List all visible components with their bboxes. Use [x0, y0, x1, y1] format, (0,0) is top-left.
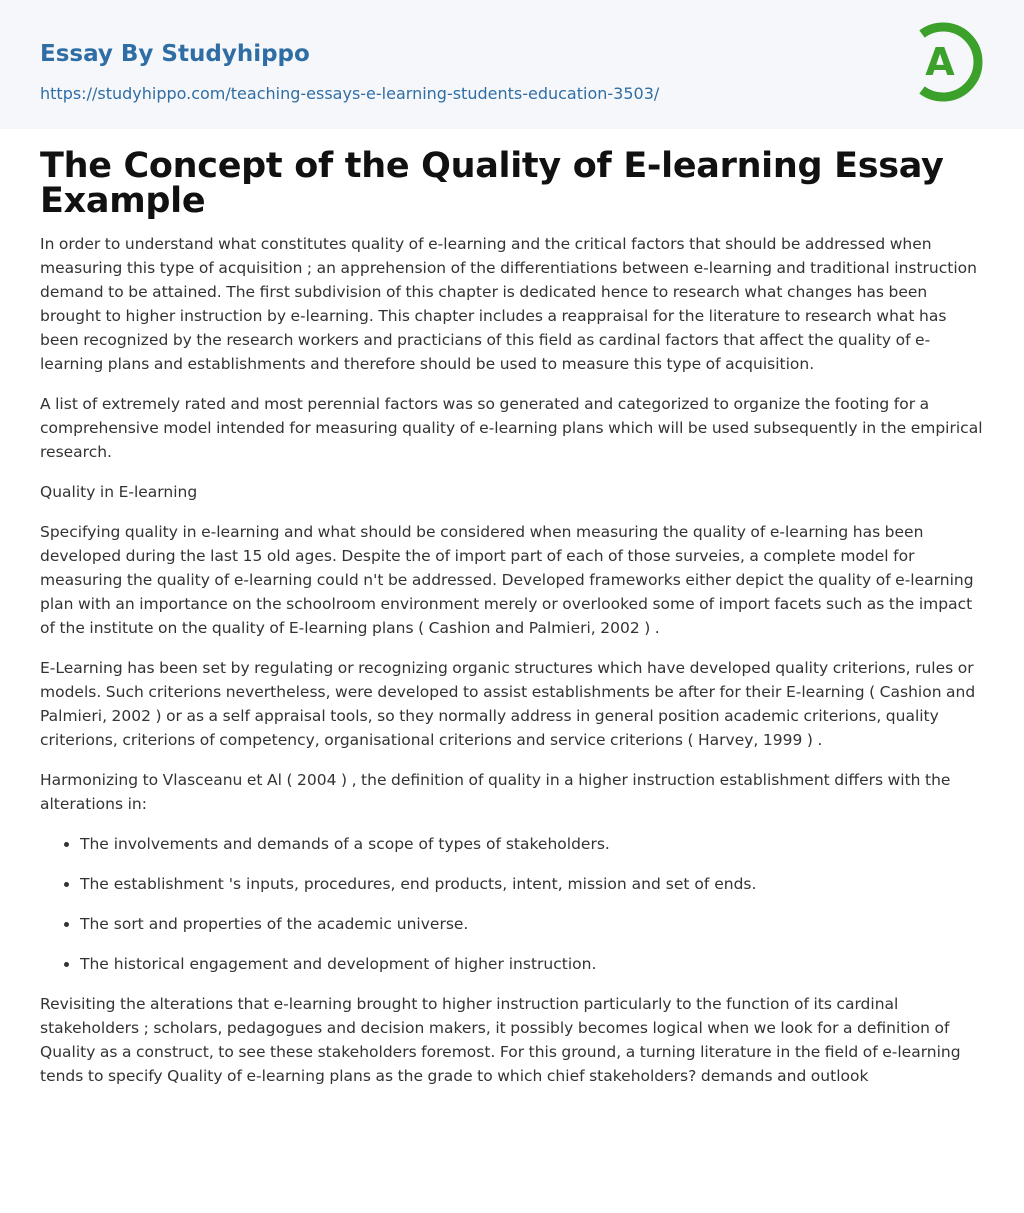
paragraph-specifying-quality: Specifying quality in e-learning and what should be considered when measuring the quality of e-learning has been developed during the last 15 old ages. Despite the of import part of each of those surveies, a complete model for measuring the quality of e-learning could n't be addressed. Developed frameworks either depict the quality of e-learning plan with an importance on the schoolroom environment merely or overlooked some of import facets such as the impact of the institute on the quality of E-learning plans ( Cashion and Palmieri, 2002 ) .: [40, 523, 974, 637]
page-title: The Concept of the Quality of E-learning Essay Example: [40, 146, 944, 221]
paragraph-factors: A list of extremely rated and most perennial factors was so generated and categorized to organize the footing for a comprehensive model intended for measuring quality of e-learning plans which will be used subsequently in the empirical research.: [40, 395, 983, 461]
paragraph-intro: In order to understand what constitutes quality of e-learning and the critical factors that should be addressed when measuring this type of acquisition ; an apprehension of the differentiations between e-learning and traditional instruction demand to be attained. The first subdivision of this chapter is dedicated hence to research what changes has been brought to higher instruction by e-learning. This chapter includes a reappraisal for the literature to research what has been recognized by the research workers and practicians of this field as cardinal factors that affect the quality of e-learning plans and establishments and therefore should be used to measure this type of acquisition.: [40, 235, 977, 373]
article-content: [0, 146, 1024, 1088]
studyhippo-logo-icon[interactable]: [912, 19, 986, 105]
list-item: • The historical engagement and development of higher instruction.: [80, 952, 984, 976]
logo-letter: A: [925, 40, 955, 84]
alterations-list: [40, 832, 984, 976]
list-item: • The sort and properties of the academic universe.: [80, 912, 984, 936]
source-url-link[interactable]: https://studyhippo.com/teaching-essays-e-learning-students-education-3503/: [40, 84, 660, 103]
site-brand[interactable]: Essay By Studyhippo: [40, 41, 310, 67]
list-item: • The establishment 's inputs, procedures, end products, intent, mission and set of ends.: [80, 872, 984, 896]
section-heading-quality: Quality in E-learning: [40, 483, 198, 501]
list-item: • The involvements and demands of a scope of types of stakeholders.: [80, 832, 984, 856]
paragraph-revisiting: Revisiting the alterations that e-learning brought to higher instruction particularly to the function of its cardinal stakeholders ; scholars, pedagogues and decision makers, it possibly becomes logical when we look for a definition of Quality as a construct, to see these stakeholders foremost. For this ground, a turning literature in the field of e-learning tends to specify Quality of e-learning plans as the grade to which chief stakeholders? demands and outlook: [40, 995, 961, 1085]
paragraph-criterions: E-Learning has been set by regulating or recognizing organic structures which have developed quality criterions, rules or models. Such criterions nevertheless, were developed to assist establishments be after for their E-learning ( Cashion and Palmieri, 2002 ) or as a self appraisal tools, so they normally address in general position academic criterions, quality criterions, criterions of competency, organisational criterions and service criterions ( Harvey, 1999 ) .: [40, 659, 976, 749]
site-header: [0, 0, 1024, 129]
paragraph-vlasceanu: Harmonizing to Vlasceanu et Al ( 2004 ) , the definition of quality in a higher instruction establishment differs with the alterations in:: [40, 771, 951, 813]
